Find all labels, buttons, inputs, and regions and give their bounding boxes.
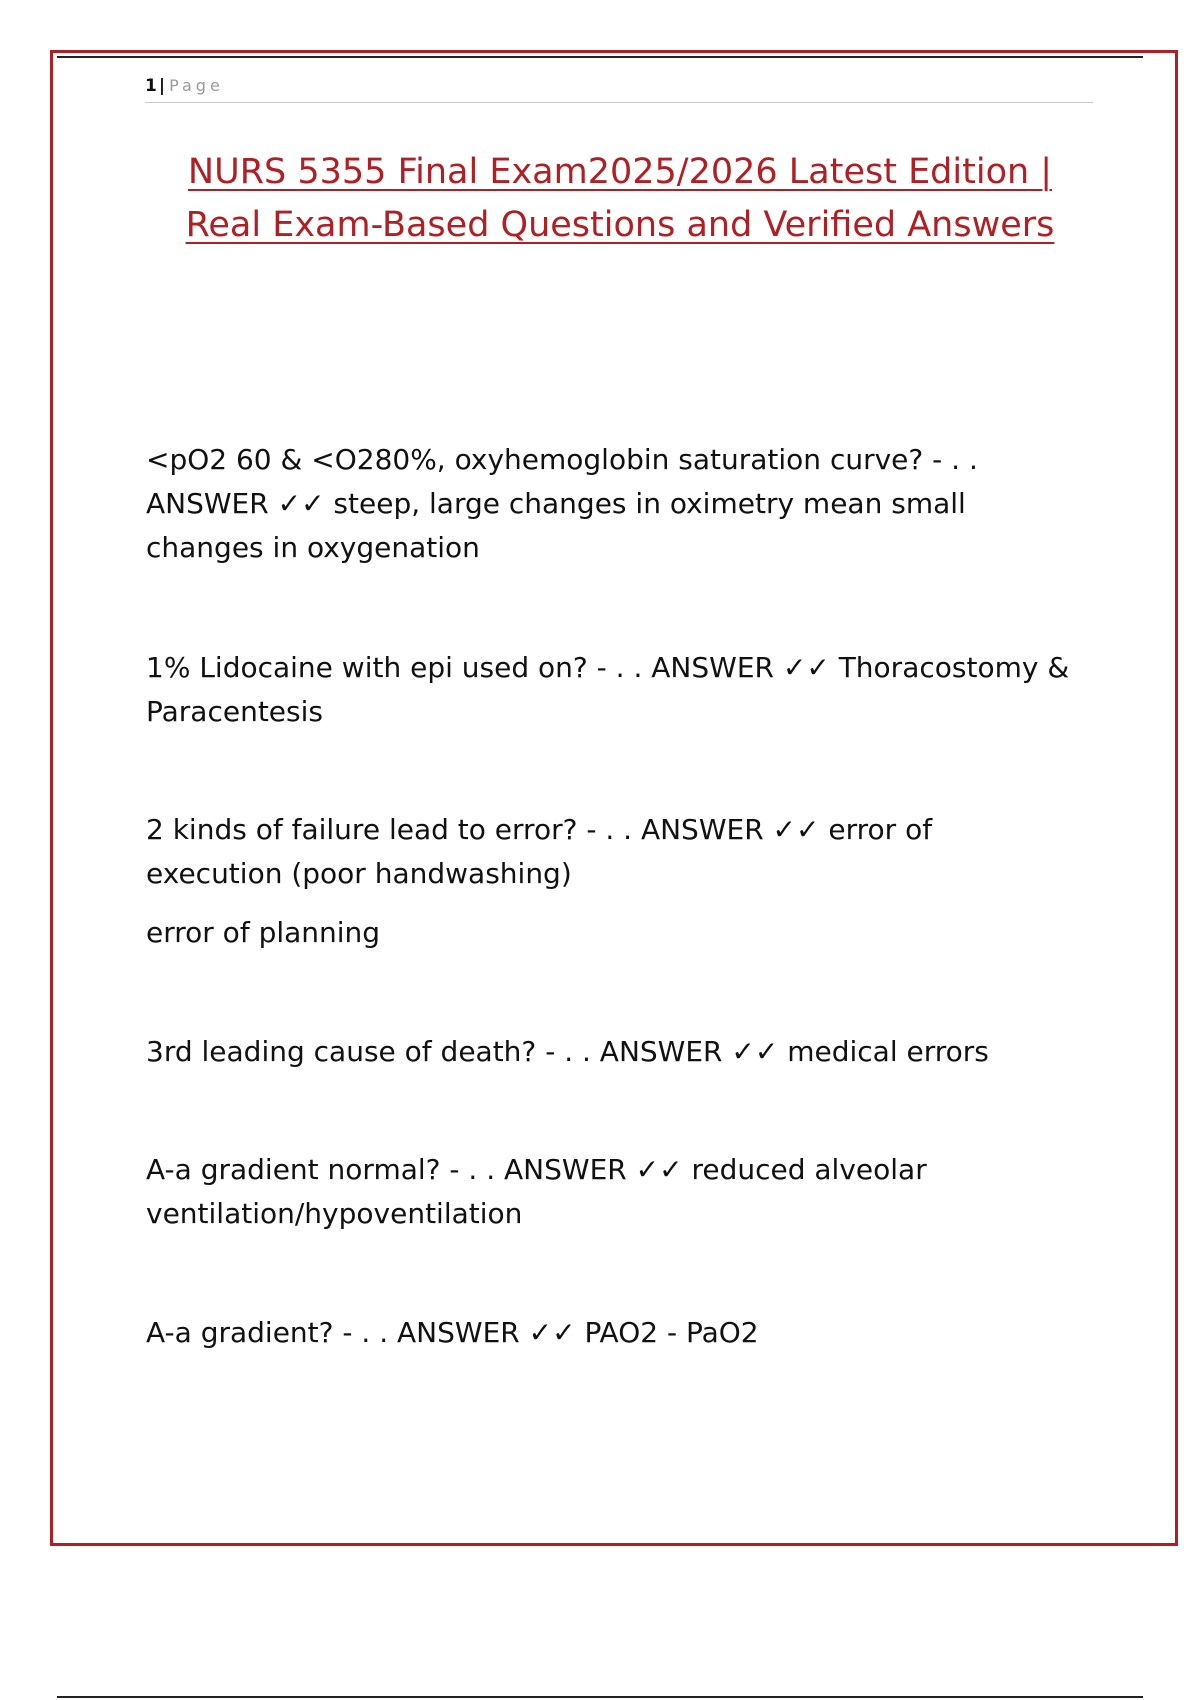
page-separator: | — [158, 76, 166, 96]
top-rule — [57, 56, 1143, 58]
title-line-1: NURS 5355 Final Exam2025/2026 Latest Edition | — [187, 152, 1053, 192]
page-number: 1 — [145, 76, 157, 96]
bottom-rule — [57, 1696, 1143, 1698]
page-word: Page — [169, 76, 224, 95]
document-title — [130, 146, 1110, 252]
page-header — [145, 74, 1093, 103]
title-line-2: Real Exam-Based Questions and Verified Answers — [185, 205, 1055, 245]
qa-item-6: A-a gradient? - . . ANSWER ✓✓ PAO2 - PaO2 — [146, 1316, 759, 1349]
qa-item-4: 3rd leading cause of death? - . . ANSWER ✓✓ medical errors — [146, 1035, 989, 1068]
qa-item-5: A-a gradient normal? - . . ANSWER ✓✓ reduced alveolar ventilation/hypoventilation — [146, 1153, 927, 1230]
qa-item-1: <pO2 60 & <O280%, oxyhemoglobin saturation curve? - . . ANSWER ✓✓ steep, large changes in oximetry mean small changes in oxygenation — [146, 443, 978, 564]
qa-item-3: 2 kinds of failure lead to error? - . . ANSWER ✓✓ error of execution (poor handwashing) — [146, 813, 933, 890]
qa-item-2: 1% Lidocaine with epi used on? - . . ANSWER ✓✓ Thoracostomy & Paracentesis — [146, 651, 1070, 728]
qa-item-3-continuation: error of planning — [146, 916, 381, 949]
